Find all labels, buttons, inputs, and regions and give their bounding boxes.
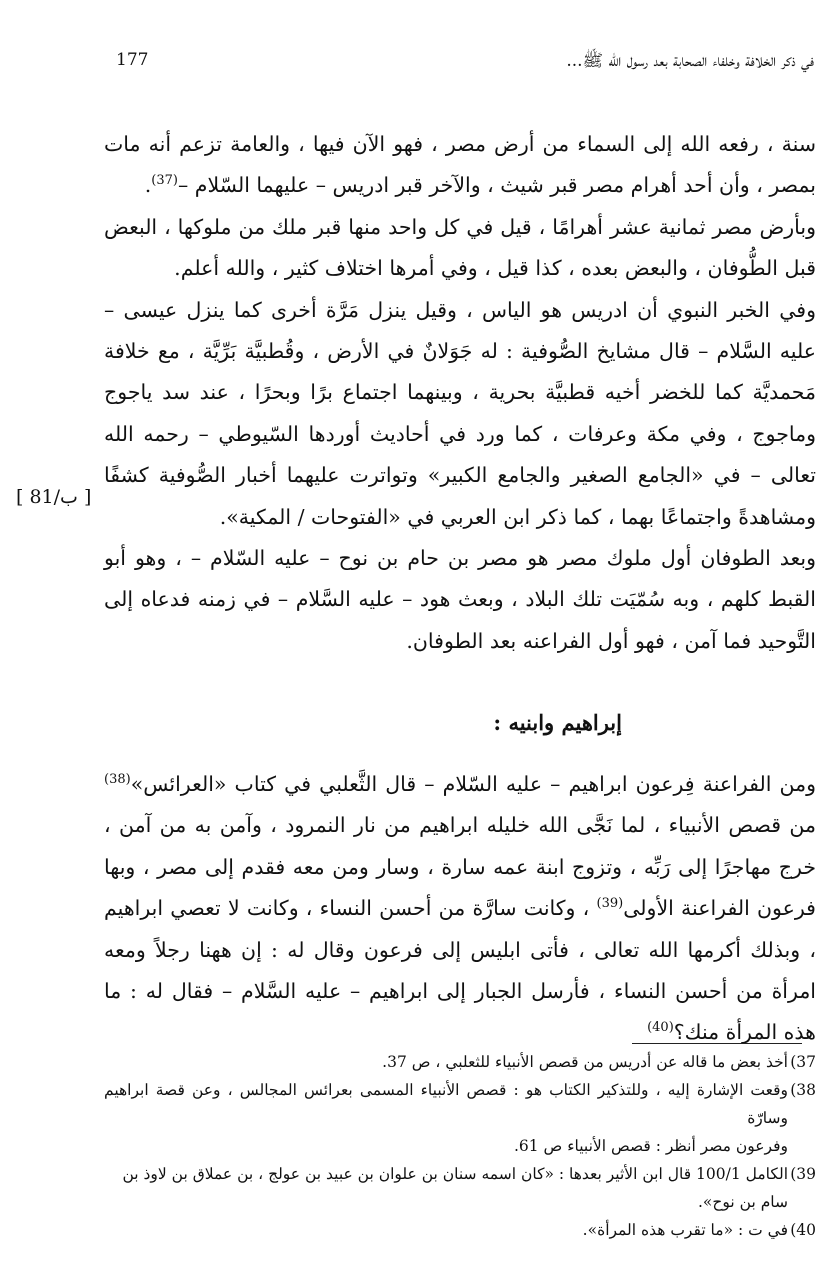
footnote-continuation: وفرعون مصر أنظر : قصص الأنبياء ص 61.	[513, 1137, 788, 1155]
footnote-separator	[632, 1043, 802, 1044]
main-text-section-1	[104, 124, 816, 662]
paragraph	[104, 290, 816, 538]
paragraph-text: ومن الفراعنة فِرعون ابراهيم – عليه السّلام – قال الثَّعلبي في كتاب «العرائس»	[130, 772, 816, 796]
page-number: 177	[116, 50, 149, 70]
footnote-38	[104, 1076, 816, 1132]
paragraph-text: من قصص الأنبياء ، لما نَجَّى الله خليله ابراهيم من نار النمرود ، وآمن به من آمن ، خرج مهاجرًا إلى رَبِّه ، وتزوج ابنة عمه سارة ، وسار ومن معه فقدم إلى مصر ، وبها فرعون الفراعنة الأولى	[104, 813, 816, 921]
footnote-text: الكامل 100/1 قال ابن الأثير بعدها : «كان اسمه سنان بن علوان بن عبيد بن عولج ، بن عملاق بن لاوذ بن	[122, 1165, 788, 1183]
footnote-continuation: سام بن نوح».	[697, 1193, 788, 1211]
footnote-number: 40)	[790, 1221, 816, 1239]
footnote-number: 38)	[790, 1081, 816, 1099]
section-heading: إبراهيم وابنيه :	[493, 710, 622, 735]
footnote-marker: (38)	[104, 772, 131, 788]
paragraph	[104, 207, 816, 290]
paragraph-text: وفي الخبر النبوي أن ادريس هو الياس ، وقيل ينزل مَرَّة أخرى كما ينزل عيسى – عليه السَّلام – قال مشايخ الصُّوفية : له جَوَلانٌ في الأرض ، وقُطبيَّة بَرِّيَّة ، مع خلافة مَحمديَّة كما للخضر أخيه قطبيَّة بحرية ، وبينهما اجتماع برًا وبحرًا ، عند سد ياجوج وماجوج ، وفي مكة وعرفات ، كما ورد في أحاديث أوردها السّيوطي – رحمه الله تعالى – في «الجامع الصغير والجامع الكبير» وتواترت عليهما أخبار الصُّوفية كشفًا ومشاهدةً واجتماعًا بهما ، كما ذكر ابن العربي في «الفتوحات / المكية».	[104, 297, 816, 529]
manuscript-folio-note: [ 81/ب ]	[16, 486, 92, 508]
paragraph	[104, 764, 816, 1054]
paragraph	[104, 538, 816, 662]
paragraph-text: وبعد الطوفان أول ملوك مصر هو مصر بن حام بن نوح – عليه السّلام – ، وهو أبو القبط كلهم ، وبه سُمّيَت تلك البلاد ، وبعث هود – عليه السَّلام – في زمنه فدعاه إلى التَّوحيد فما آمن ، فهو أول الفراعنه بعد الطوفان.	[104, 546, 816, 653]
main-text-section-2	[104, 764, 816, 1054]
footnote-marker: (39)	[596, 896, 624, 912]
footnote-text: أخذ بعض ما قاله عن أدريس من قصص الأنبياء للثعلبي ، ص 37.	[382, 1053, 788, 1071]
paragraph-text: وبأرض مصر ثمانية عشر أهرامًا ، قيل في كل واحد منها قبر ملك من ملوكها ، البعض قبل الطُّوفان ، والبعض بعده ، كذا قيل ، وفي أمرها اختلاف كثير ، والله أعلم.	[104, 214, 816, 281]
footnote-marker: (37)	[151, 173, 178, 189]
paragraph	[104, 124, 816, 207]
footnote-marker: (40)	[647, 1020, 674, 1036]
paragraph-text: ، وكانت سارَّة من أحسن النساء ، وكانت لا تعصي ابراهيم ، وبذلك أكرمها الله تعالى ، فأتى ابليس إلى فرعون وقال له : إن ههنا رجلاً ومعه امرأة من أحسن النساء ، فأرسل الجبار إلى ابراهيم – عليه السَّلام – فقال له : ما هذه المرأة منك؟	[104, 896, 816, 1045]
running-header: في ذكر الخلافة وخلفاء الصحابة بعد رسول الله ﷺ...	[566, 51, 814, 71]
footnote-number: 39)	[790, 1165, 816, 1183]
paragraph-tail: .	[144, 173, 152, 198]
footnote-number: 37)	[790, 1053, 816, 1071]
footnote-text: وقعت الإشارة إليه ، وللتذكير الكتاب هو : قصص الأنبياء المسمى بعرائس المجالس ، وعن قصة ابراهيم وسارّة	[104, 1081, 788, 1127]
footnote-39	[104, 1160, 816, 1188]
footnote-40	[104, 1216, 816, 1244]
paragraph-text: سنة ، رفعه الله إلى السماء من أرض مصر ، فهو الآن فيها ، والعامة تزعم أنه مات بمصر ، وأن أحد أهرام مصر قبر شيث ، والآخر قبر ادريس – عليهما السّلام –	[104, 132, 816, 198]
footnote-37	[104, 1048, 816, 1076]
footnote-text: في ت : «ما تقرب هذه المرأة».	[582, 1221, 788, 1239]
footnotes	[104, 1048, 816, 1244]
